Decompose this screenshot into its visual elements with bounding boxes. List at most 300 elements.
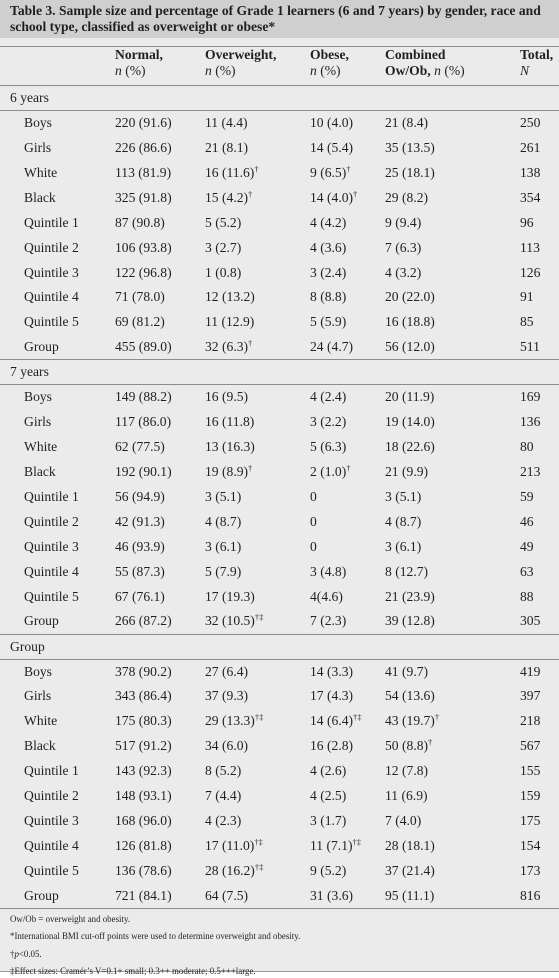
- cell-combined: [382, 110, 517, 135]
- cell-overweight: [202, 684, 307, 709]
- cell-overweight-value: 8 (5.2): [205, 763, 242, 779]
- cell-overweight: [202, 809, 307, 834]
- cell-obese-value: 14 (3.3): [310, 663, 354, 679]
- footnote-effect-sizes: ‡Effect sizes: Cramér’s V=0.1+ small; 0.3++ moderate; 0.5+++large.: [10, 966, 256, 977]
- cell-normal: 136 (78.6): [115, 863, 172, 879]
- cell-combined: [382, 135, 517, 160]
- section-title: 7 years: [10, 364, 49, 380]
- cell-combined: [382, 884, 517, 909]
- cell-combined: [382, 235, 517, 260]
- cell-combined: [382, 859, 517, 884]
- cell-obese-value: 17 (4.3): [310, 688, 354, 704]
- cell-overweight-value: 16 (11.8): [205, 414, 255, 430]
- header-total: [517, 47, 559, 86]
- cell-total: 173: [520, 863, 541, 879]
- cell-obese-value: 4 (2.5): [310, 788, 347, 804]
- table-row: [0, 235, 559, 260]
- header-n: n: [434, 63, 441, 78]
- header-obese: [307, 47, 382, 86]
- cell-obese-value: 9 (6.5): [310, 164, 347, 180]
- cell-normal: 220 (91.6): [115, 115, 172, 131]
- cell-combined-value: 8 (12.7): [385, 563, 429, 579]
- row-label: White: [24, 164, 58, 180]
- cell-combined-value: 35 (13.5): [385, 139, 435, 155]
- cell-overweight-value: 1 (0.8): [205, 264, 242, 280]
- cell-obese: [307, 734, 382, 759]
- header-pct: (%): [320, 63, 341, 78]
- cell-overweight-value: 28 (16.2): [205, 863, 255, 879]
- cell-normal: 122 (96.8): [115, 264, 172, 280]
- significance-marker: †‡: [353, 712, 362, 723]
- cell-normal: 721 (84.1): [115, 887, 172, 903]
- cell-overweight-value: 4 (2.3): [205, 813, 242, 829]
- row-label: Quintile 1: [24, 214, 79, 230]
- cell-obese: [307, 784, 382, 809]
- table-row: [0, 559, 559, 584]
- cell-obese: [307, 809, 382, 834]
- row-label: Quintile 4: [24, 289, 79, 305]
- cell-combined: [382, 709, 517, 734]
- cell-obese: [307, 160, 382, 185]
- cell-obese-value: 4 (4.2): [310, 214, 347, 230]
- cell-combined: [382, 485, 517, 510]
- cell-overweight: [202, 859, 307, 884]
- table-row: [0, 684, 559, 709]
- table-row: [0, 584, 559, 609]
- cell-overweight: [202, 834, 307, 859]
- cell-obese: [307, 460, 382, 485]
- table-row: [0, 435, 559, 460]
- cell-overweight: [202, 435, 307, 460]
- cell-total: 154: [520, 838, 541, 854]
- cell-overweight: [202, 235, 307, 260]
- cell-overweight-value: 3 (2.7): [205, 239, 242, 255]
- cell-obese-value: 3 (4.8): [310, 563, 347, 579]
- section-title: Group: [10, 638, 45, 654]
- cell-obese-value: 5 (5.9): [310, 314, 347, 330]
- cell-combined: [382, 335, 517, 360]
- header-obese-title: Obese,: [310, 47, 349, 62]
- cell-combined-value: 20 (22.0): [385, 289, 435, 305]
- significance-marker: †: [248, 463, 253, 474]
- cell-combined: [382, 385, 517, 410]
- footnote-p-threshold: <0.05.: [18, 948, 42, 959]
- cell-total: 138: [520, 164, 541, 180]
- cell-overweight: [202, 160, 307, 185]
- table-row: [0, 609, 559, 634]
- row-label: Quintile 5: [24, 588, 79, 604]
- table-row: [0, 110, 559, 135]
- cell-combined: [382, 684, 517, 709]
- row-label: Quintile 4: [24, 838, 79, 854]
- cell-total: 63: [520, 563, 534, 579]
- row-label: Quintile 3: [24, 813, 79, 829]
- table-row: [0, 285, 559, 310]
- cell-combined: [382, 584, 517, 609]
- cell-overweight-value: 37 (9.3): [205, 688, 249, 704]
- cell-obese: [307, 759, 382, 784]
- cell-obese: [307, 385, 382, 410]
- cell-overweight-value: 16 (9.5): [205, 389, 249, 405]
- cell-combined-value: 19 (14.0): [385, 414, 435, 430]
- cell-combined: [382, 734, 517, 759]
- cell-overweight-value: 3 (6.1): [205, 538, 242, 554]
- cell-normal: 69 (81.2): [115, 314, 165, 330]
- cell-normal: 62 (77.5): [115, 439, 165, 455]
- cell-combined-value: 43 (19.7): [385, 713, 435, 729]
- section-title: 6 years: [10, 89, 49, 105]
- cell-total: 126: [520, 264, 541, 280]
- table-row: [0, 260, 559, 285]
- header-pct: (%): [125, 63, 146, 78]
- table-row: [0, 385, 559, 410]
- row-label: Girls: [24, 688, 52, 704]
- cell-total: 46: [520, 513, 534, 529]
- cell-normal: 87 (90.8): [115, 214, 165, 230]
- cell-total: 419: [520, 663, 541, 679]
- cell-overweight-value: 11 (12.9): [205, 314, 255, 330]
- cell-obese-value: 4(4.6): [310, 588, 343, 604]
- table-row: [0, 160, 559, 185]
- significance-marker: †: [353, 188, 358, 199]
- section-header-row: [0, 634, 559, 659]
- cell-obese-value: 7 (2.3): [310, 613, 347, 629]
- row-label: Girls: [24, 139, 52, 155]
- cell-total: 91: [520, 289, 534, 305]
- header-n: n: [310, 63, 317, 78]
- header-total-n: N: [520, 63, 530, 78]
- header-pct: (%): [444, 63, 465, 78]
- cell-normal: 517 (91.2): [115, 738, 172, 754]
- cell-obese: [307, 859, 382, 884]
- cell-obese: [307, 834, 382, 859]
- cell-combined-value: 95 (11.1): [385, 887, 435, 903]
- significance-marker: †‡: [254, 612, 264, 623]
- cell-overweight: [202, 584, 307, 609]
- cell-total: 397: [520, 688, 541, 704]
- cell-total: 59: [520, 488, 534, 504]
- cell-overweight-value: 17 (19.3): [205, 588, 255, 604]
- cell-obese-value: 4 (3.6): [310, 239, 347, 255]
- cell-total: 155: [520, 763, 541, 779]
- cell-normal: 266 (87.2): [115, 613, 172, 629]
- cell-overweight-value: 5 (5.2): [205, 214, 242, 230]
- row-label: Quintile 2: [24, 239, 79, 255]
- cell-combined: [382, 410, 517, 435]
- row-label: White: [24, 439, 58, 455]
- table-row: [0, 784, 559, 809]
- table-row: [0, 884, 559, 909]
- cell-total: 816: [520, 887, 541, 903]
- row-label: Boys: [24, 389, 52, 405]
- table-row: [0, 485, 559, 510]
- row-label: Group: [24, 613, 59, 629]
- table-row: [0, 335, 559, 360]
- table-row: [0, 210, 559, 235]
- cell-total: 567: [520, 738, 541, 754]
- cell-combined: [382, 160, 517, 185]
- cell-overweight-value: 32 (10.5): [205, 613, 255, 629]
- table-row: [0, 410, 559, 435]
- cell-overweight: [202, 559, 307, 584]
- cell-overweight: [202, 509, 307, 534]
- cell-combined: [382, 834, 517, 859]
- cell-normal: 55 (87.3): [115, 563, 165, 579]
- cell-overweight: [202, 485, 307, 510]
- table-row: [0, 659, 559, 684]
- cell-combined: [382, 210, 517, 235]
- header-pct: (%): [215, 63, 236, 78]
- cell-combined-value: 29 (8.2): [385, 189, 429, 205]
- row-label: Boys: [24, 663, 52, 679]
- cell-total: 49: [520, 538, 534, 554]
- cell-overweight: [202, 460, 307, 485]
- cell-combined-value: 4 (3.2): [385, 264, 422, 280]
- cell-overweight: [202, 210, 307, 235]
- cell-combined-value: 50 (8.8): [385, 738, 429, 754]
- cell-obese: [307, 335, 382, 360]
- row-label: Group: [24, 339, 59, 355]
- row-label: Group: [24, 887, 59, 903]
- cell-combined-value: 3 (5.1): [385, 488, 422, 504]
- cell-obese-value: 0: [310, 538, 317, 554]
- table-caption: Table 3. Sample size and percentage of Grade 1 learners (6 and 7 years) by gender, race and school type, classified as overweight or obese*: [0, 0, 559, 38]
- row-label: Quintile 3: [24, 538, 79, 554]
- cell-combined-value: 12 (7.8): [385, 763, 429, 779]
- table-row: [0, 185, 559, 210]
- cell-overweight: [202, 385, 307, 410]
- cell-overweight-value: 7 (4.4): [205, 788, 242, 804]
- cell-combined: [382, 534, 517, 559]
- cell-combined: [382, 310, 517, 335]
- row-label: Boys: [24, 115, 52, 131]
- cell-obese: [307, 310, 382, 335]
- row-label: Quintile 5: [24, 863, 79, 879]
- cell-obese: [307, 684, 382, 709]
- cell-combined-value: 11 (6.9): [385, 788, 428, 804]
- table-row: [0, 834, 559, 859]
- significance-marker: †‡: [352, 837, 362, 848]
- cell-normal: 67 (76.1): [115, 588, 165, 604]
- cell-overweight: [202, 410, 307, 435]
- header-normal: [112, 47, 202, 86]
- header-n: n: [115, 63, 122, 78]
- cell-obese: [307, 884, 382, 909]
- cell-combined: [382, 759, 517, 784]
- cell-combined: [382, 559, 517, 584]
- header-combined-owob: Ow/Ob,: [385, 63, 431, 78]
- cell-obese: [307, 210, 382, 235]
- significance-marker: †: [428, 737, 433, 748]
- cell-overweight-value: 3 (5.1): [205, 488, 242, 504]
- row-label: Black: [24, 738, 56, 754]
- cell-normal: 113 (81.9): [115, 164, 172, 180]
- cell-normal: 106 (93.8): [115, 239, 172, 255]
- cell-overweight-value: 5 (7.9): [205, 563, 242, 579]
- cell-obese-value: 24 (4.7): [310, 339, 354, 355]
- cell-combined: [382, 509, 517, 534]
- significance-marker: †‡: [254, 862, 264, 873]
- cell-combined-value: 25 (18.1): [385, 164, 435, 180]
- cell-obese-value: 0: [310, 488, 317, 504]
- cell-total: 169: [520, 389, 541, 405]
- cell-normal: 46 (93.9): [115, 538, 165, 554]
- cell-total: 80: [520, 439, 534, 455]
- row-label: Quintile 1: [24, 488, 79, 504]
- cell-obese-value: 3 (2.2): [310, 414, 347, 430]
- cell-overweight-value: 27 (6.4): [205, 663, 249, 679]
- footnote-owob: Ow/Ob = overweight and obesity.: [10, 913, 131, 924]
- row-label: Girls: [24, 414, 52, 430]
- cell-obese-value: 16 (2.8): [310, 738, 354, 754]
- cell-overweight: [202, 285, 307, 310]
- cell-normal: 168 (96.0): [115, 813, 172, 829]
- cell-combined: [382, 285, 517, 310]
- table-row: [0, 460, 559, 485]
- cell-combined-value: 54 (13.6): [385, 688, 435, 704]
- cell-total: 218: [520, 713, 541, 729]
- significance-marker: †: [248, 338, 253, 349]
- footnote-p: p: [14, 948, 19, 959]
- cell-combined-value: 7 (6.3): [385, 239, 422, 255]
- cell-combined-value: 56 (12.0): [385, 339, 435, 355]
- cell-obese: [307, 559, 382, 584]
- cell-normal: 378 (90.2): [115, 663, 172, 679]
- cell-obese: [307, 435, 382, 460]
- section-header-row: [0, 360, 559, 385]
- cell-total: 85: [520, 314, 534, 330]
- cell-obese-value: 31 (3.6): [310, 887, 354, 903]
- cell-obese: [307, 110, 382, 135]
- header-n: n: [205, 63, 212, 78]
- cell-normal: 117 (86.0): [115, 414, 172, 430]
- row-label: Quintile 1: [24, 763, 79, 779]
- cell-normal: 42 (91.3): [115, 513, 165, 529]
- cell-overweight: [202, 185, 307, 210]
- cell-overweight-value: 12 (13.2): [205, 289, 255, 305]
- significance-marker: †‡: [254, 712, 264, 723]
- table-row: [0, 734, 559, 759]
- significance-marker: †: [346, 463, 351, 474]
- cell-normal: 149 (88.2): [115, 389, 172, 405]
- cell-overweight-value: 21 (8.1): [205, 139, 249, 155]
- cell-total: 250: [520, 115, 541, 131]
- cell-obese-value: 3 (2.4): [310, 264, 347, 280]
- cell-normal: 126 (81.8): [115, 838, 172, 854]
- cell-total: 175: [520, 813, 541, 829]
- cell-obese: [307, 185, 382, 210]
- table-body: [0, 86, 559, 909]
- cell-obese: [307, 659, 382, 684]
- cell-combined-value: 37 (21.4): [385, 863, 435, 879]
- cell-obese-value: 9 (5.2): [310, 863, 347, 879]
- cell-overweight-value: 34 (6.0): [205, 738, 249, 754]
- cell-combined-value: 28 (18.1): [385, 838, 435, 854]
- cell-obese-value: 10 (4.0): [310, 115, 354, 131]
- cell-combined-value: 3 (6.1): [385, 538, 422, 554]
- footnote-bmi: *International BMI cut-off points were used to determine overweight and obesity.: [10, 931, 301, 942]
- cell-obese-value: 5 (6.3): [310, 439, 347, 455]
- cell-normal: 455 (89.0): [115, 339, 172, 355]
- cell-obese-value: 0: [310, 513, 317, 529]
- row-label: Quintile 2: [24, 788, 79, 804]
- header-combined-title: Combined: [385, 47, 446, 62]
- cell-overweight-value: 32 (6.3): [205, 339, 249, 355]
- cell-obese: [307, 285, 382, 310]
- header-overweight: [202, 47, 307, 86]
- cell-obese: [307, 534, 382, 559]
- cell-overweight: [202, 759, 307, 784]
- cell-overweight: [202, 709, 307, 734]
- cell-obese-value: 4 (2.4): [310, 389, 347, 405]
- cell-obese-value: 14 (5.4): [310, 139, 354, 155]
- cell-obese: [307, 260, 382, 285]
- cell-combined-value: 21 (9.9): [385, 464, 429, 480]
- cell-overweight-value: 13 (16.3): [205, 439, 255, 455]
- cell-combined-value: 4 (8.7): [385, 513, 422, 529]
- cell-combined-value: 21 (8.4): [385, 115, 429, 131]
- cell-total: 261: [520, 139, 541, 155]
- cell-total: 113: [520, 239, 540, 255]
- cell-overweight: [202, 734, 307, 759]
- significance-marker: †‡: [254, 837, 263, 848]
- cell-total: 305: [520, 613, 541, 629]
- data-table: [0, 47, 559, 909]
- cell-obese-value: 4 (2.6): [310, 763, 347, 779]
- cell-combined-value: 20 (11.9): [385, 389, 435, 405]
- cell-combined-value: 16 (18.8): [385, 314, 435, 330]
- cell-overweight: [202, 135, 307, 160]
- cell-combined: [382, 784, 517, 809]
- table-row: [0, 310, 559, 335]
- row-label: Black: [24, 464, 56, 480]
- significance-marker: †: [346, 163, 351, 174]
- cell-normal: 148 (93.1): [115, 788, 172, 804]
- cell-overweight: [202, 260, 307, 285]
- row-label: Quintile 2: [24, 513, 79, 529]
- cell-obese: [307, 235, 382, 260]
- cell-overweight: [202, 784, 307, 809]
- table-row: [0, 509, 559, 534]
- table-row: [0, 534, 559, 559]
- row-label: Quintile 3: [24, 264, 79, 280]
- header-total-title: Total,: [520, 47, 554, 62]
- cell-combined: [382, 260, 517, 285]
- cell-obese-value: 14 (6.4): [310, 713, 354, 729]
- cell-normal: 226 (86.6): [115, 139, 172, 155]
- cell-obese: [307, 485, 382, 510]
- cell-obese-value: 14 (4.0): [310, 189, 354, 205]
- cell-obese-value: 11 (7.1): [310, 838, 353, 854]
- cell-combined: [382, 185, 517, 210]
- cell-combined-value: 41 (9.7): [385, 663, 429, 679]
- cell-total: 511: [520, 339, 540, 355]
- footnote-pvalue: [10, 949, 549, 961]
- cell-combined-value: 39 (12.8): [385, 613, 435, 629]
- cell-overweight-value: 19 (8.9): [205, 464, 249, 480]
- cell-combined: [382, 809, 517, 834]
- cell-obese: [307, 584, 382, 609]
- cell-obese: [307, 709, 382, 734]
- cell-combined-value: 7 (4.0): [385, 813, 422, 829]
- header-row: [0, 47, 559, 86]
- cell-overweight-value: 15 (4.2): [205, 189, 249, 205]
- significance-marker: †: [248, 188, 253, 199]
- footnote-dagger: †: [10, 948, 15, 959]
- cell-total: 354: [520, 189, 541, 205]
- cell-overweight-value: 4 (8.7): [205, 513, 242, 529]
- section-header-row: [0, 86, 559, 111]
